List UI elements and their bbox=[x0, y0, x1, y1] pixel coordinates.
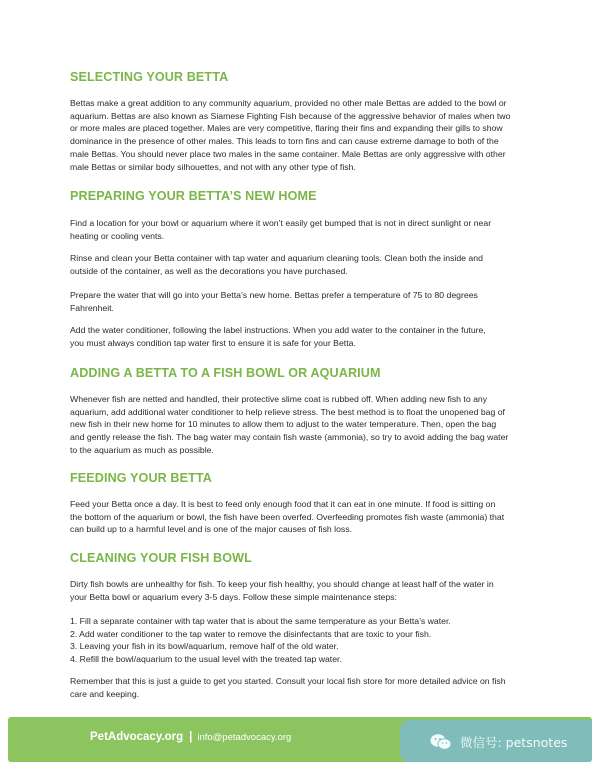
list-item: 4. Refill the bowl/aquarium to the usual level with the treated tap water. bbox=[70, 654, 342, 665]
text-line: new fish in their new home for 10 minutes to allow them to adjust to the water temperature. Then, open the bag bbox=[70, 419, 497, 430]
section-heading: ADDING A BETTA TO A FISH BOWL OR AQUARIUM bbox=[70, 366, 381, 380]
paragraph bbox=[70, 324, 486, 349]
text-line: to the aquarium as much as possible. bbox=[70, 444, 214, 455]
text-line: the bottom of the aquarium or bowl, the fish have been overfed. Overfeeding promotes fish waste (ammonia) that bbox=[70, 511, 505, 522]
paragraph bbox=[70, 289, 478, 314]
text-line: heating or cooling vents. bbox=[70, 230, 165, 241]
text-line: Rinse and clean your Betta container with tap water and aquarium cleaning tools. Clean both the inside and bbox=[70, 253, 483, 263]
section-selecting-body bbox=[70, 97, 510, 173]
paragraph bbox=[70, 498, 504, 536]
paragraph bbox=[70, 675, 506, 700]
section-cleaning-p1 bbox=[70, 578, 494, 603]
section-feeding-body bbox=[70, 498, 504, 536]
text-line: Bettas make a great addition to any community aquarium, provided no other male Bettas are added to the bowl or bbox=[70, 98, 507, 108]
text-line: Fahrenheit. bbox=[70, 302, 114, 313]
text-line: you must always condition tap water first to ensure it is safe for your Betta. bbox=[70, 337, 356, 348]
paragraph bbox=[70, 615, 451, 666]
site-link[interactable]: PetAdvocacy.org bbox=[90, 731, 184, 743]
paragraph bbox=[70, 393, 508, 457]
email-link[interactable]: info@petadvocacy.org bbox=[197, 732, 292, 743]
text-line: aquarium, add additional water conditioner to help relieve stress. The best method is to float the unopened bag of bbox=[70, 406, 505, 417]
text-line: Feed your Betta once a day. It is best to feed only enough food that it can eat in one minute. If food is sitting on bbox=[70, 499, 496, 509]
watermark bbox=[400, 720, 592, 762]
paragraph bbox=[70, 97, 510, 173]
text-line: dominance in the presence of other males. This leads to torn fins and can cause extreme damage to both of the bbox=[70, 136, 499, 147]
text-line: can build up to a harmful level and is one of the major causes of fish loss. bbox=[70, 524, 353, 535]
text-line: Find a location for your bowl or aquarium where it won’t easily get bumped that is not in direct sunlight or near bbox=[70, 218, 492, 228]
section-preparing-p3 bbox=[70, 289, 478, 314]
section-cleaning-p3 bbox=[70, 675, 506, 700]
text-line: and gently release the fish. The bag water may contain fish waste (ammonia), so try to avoid adding the bag water bbox=[70, 432, 509, 443]
section-heading: PREPARING YOUR BETTA’S NEW HOME bbox=[70, 189, 317, 203]
paragraph bbox=[70, 252, 483, 277]
list-item: 2. Add water conditioner to the tap water to remove the disinfectants that are toxic to your fish. bbox=[70, 628, 432, 639]
section-preparing-p4 bbox=[70, 324, 486, 349]
list-item: 3. Leaving your fish in its bowl/aquarium, remove half of the old water. bbox=[70, 641, 339, 652]
watermark-text: 微信号: petsnotes bbox=[460, 735, 568, 750]
text-line: or more males are placed together. Males are very competitive, flaring their fins and expanding their gills to show bbox=[70, 123, 503, 134]
text-line: Remember that this is just a guide to get you started. Consult your local fish store for more detailed advice on fish bbox=[70, 676, 506, 686]
text-line: care and keeping. bbox=[70, 688, 140, 699]
wechat-icon bbox=[430, 733, 452, 751]
text-line: outside of the container, as well as the decorations you have purchased. bbox=[70, 265, 348, 276]
text-line: your Betta bowl or aquarium every 3-5 days. Follow these simple maintenance steps: bbox=[70, 591, 397, 602]
section-preparing bbox=[70, 189, 317, 204]
section-preparing-p2 bbox=[70, 252, 483, 277]
section-selecting bbox=[70, 70, 228, 85]
section-cleaning bbox=[70, 551, 252, 566]
text-line: Prepare the water that will go into your Betta’s new home. Bettas prefer a temperature of 75 to 80 degrees bbox=[70, 290, 478, 300]
section-adding bbox=[70, 366, 381, 381]
text-line: Whenever fish are netted and handled, their protective slime coat is rubbed off. When adding new fish to any bbox=[70, 394, 488, 404]
section-adding-body bbox=[70, 393, 508, 457]
footer-text bbox=[90, 731, 291, 743]
footer-separator: | bbox=[189, 731, 193, 743]
paragraph bbox=[70, 578, 494, 603]
section-heading: CLEANING YOUR FISH BOWL bbox=[70, 551, 252, 565]
section-feeding bbox=[70, 471, 212, 486]
text-line: aquarium. Bettas are also known as Siamese Fighting Fish because of the aggressive behavior of males when two bbox=[70, 110, 511, 121]
text-line: male Bettas or similar body silhouettes, and not with any other type of fish. bbox=[70, 161, 356, 172]
maintenance-steps bbox=[70, 615, 451, 666]
paragraph bbox=[70, 217, 491, 242]
section-preparing-p1 bbox=[70, 217, 491, 242]
section-heading: SELECTING YOUR BETTA bbox=[70, 70, 229, 84]
list-item: 1. Fill a separate container with tap water that is about the same temperature as your Betta’s water. bbox=[70, 616, 451, 626]
section-heading: FEEDING YOUR BETTA bbox=[70, 471, 212, 485]
text-line: male Bettas. You should never place two males in the same container. Male Bettas are only aggressive with other bbox=[70, 148, 506, 159]
text-line: Add the water conditioner, following the label instructions. When you add water to the container in the future, bbox=[70, 325, 486, 335]
text-line: Dirty fish bowls are unhealthy for fish. To keep your fish healthy, you should change at least half of the water in bbox=[70, 579, 494, 589]
